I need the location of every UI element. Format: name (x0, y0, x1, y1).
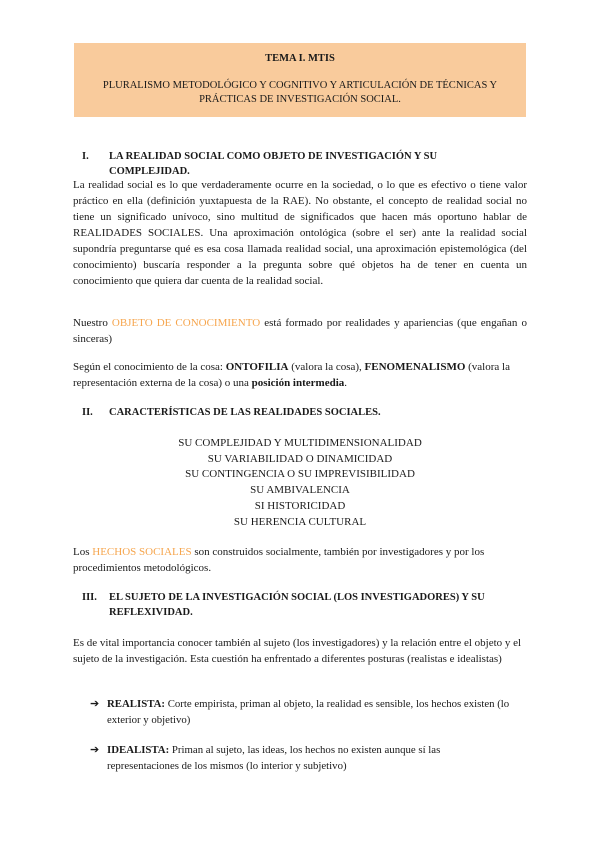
realista-text: Corte empirista, priman al objeto, la realidad es sensible, los hechos existen (lo exterior y objetivo) (107, 698, 510, 726)
hechos-pre: Los (73, 546, 93, 558)
para2-post: está formado por realidades y apariencias (que engañan o sinceras) (73, 317, 527, 345)
section-3-heading (82, 590, 519, 620)
list-item: SU AMBIVALENCIA (250, 484, 350, 497)
para3-text-g: . (344, 377, 348, 389)
section-2-paragraph (73, 544, 527, 576)
section-1-title: LA REALIDAD SOCIAL COMO OBJETO DE INVESTIGACIÓN Y SU COMPLEJIDAD. (109, 151, 438, 177)
page-subtitle: PLURALISMO METODOLÓGICO Y COGNITIVO Y ARTICULACIÓN DE TÉCNICAS Y PRÁCTICAS DE INVESTIGACIÓN SOCIAL. (102, 80, 498, 105)
para3-text-c: (valora la cosa), (288, 361, 365, 373)
section-3-number: III. (82, 592, 97, 603)
bullet-text (107, 742, 510, 774)
section-3-title: EL SUJETO DE LA INVESTIGACIÓN SOCIAL (LOS INVESTIGADORES) Y SU REFLEXIVIDAD. (109, 592, 485, 618)
list-item: SU COMPLEJIDAD Y MULTIDIMENSIONALIDAD (178, 437, 422, 449)
para3-text-e: (valora la representación externa de la cosa) o una (73, 361, 510, 389)
arrow-icon: ➔ (90, 744, 100, 756)
posicion-intermedia-term: posición intermedia (251, 377, 345, 389)
idealista-text: Priman al sujeto, las ideas, los hechos no existen aunque sí las representaciones de los mismos (lo interior y subjetivo) (107, 744, 441, 772)
list-item: SU VARIABILIDAD O DINAMICIDAD (207, 452, 393, 465)
section-2-number: II. (82, 407, 93, 418)
section-1-heading (82, 149, 519, 179)
section-1-paragraph-1: La realidad social es lo que verdaderamente ocurre en la sociedad, o lo que es efectivo o tiene valor práctico en ella (definición yuxtapuesta de la RAE). No obstante, el concepto de realidad social no tiene un significado unívoco, sino multitud de significados que hacen más oportuno hablar de REALIDADES SOCIALES. Una aproximación ontológica (sobre el ser) ante la realidad social supondría preguntarse qué es esa cosa llamada realidad social, una aproximación epistemológica (del conocimiento) buscaría responder a la pregunta sobre qué objetos ha de tener en cuenta un conocimiento que quiera dar cuenta de la realidad social. (73, 179, 527, 287)
page-title: TEMA I. MTIS (265, 53, 335, 64)
ontofilia-term: ONTOFILIA (225, 361, 289, 373)
fenomenalismo-term: FENOMENALISMO (364, 361, 466, 373)
para3-text-a: Según el conocimiento de la cosa: (73, 361, 226, 373)
section-1-paragraph-2 (73, 315, 527, 347)
realista-label: REALISTA: (107, 698, 165, 710)
list-item: SU HERENCIA CULTURAL (233, 515, 367, 528)
section-2-title: CARACTERÍSTICAS DE LAS REALIDADES SOCIALES. (109, 407, 381, 418)
list-item: SI HISTORICIDAD (254, 499, 346, 512)
hechos-post: son construidos socialmente, también por investigadores y por los procedimientos metodológicos. (73, 546, 485, 574)
bullet-realista (90, 696, 510, 728)
objeto-conocimiento-highlight: OBJETO DE CONOCIMIENTO (111, 317, 261, 329)
bullet-text (107, 696, 510, 728)
list-item: SU CONTINGENCIA O SU IMPREVISIBILIDAD (185, 468, 415, 481)
section-1-number: I. (82, 151, 89, 162)
section-3-paragraph: Es de vital importancia conocer también al sujeto (los investigadores) y la relación entre el objeto y el sujeto de la investigación. Esta cuestión ha enfrentado a diferentes posturas (realistas e idealistas) (73, 637, 522, 665)
bullet-idealista (90, 742, 510, 774)
idealista-label: IDEALISTA: (107, 744, 170, 756)
hechos-sociales-highlight: HECHOS SOCIALES (92, 546, 192, 558)
arrow-icon: ➔ (90, 698, 100, 710)
section-1-paragraph-3 (73, 359, 527, 391)
header-box (74, 43, 526, 117)
para2-pre: Nuestro (73, 317, 112, 329)
characteristics-list (73, 436, 527, 530)
section-2-heading (82, 405, 519, 420)
